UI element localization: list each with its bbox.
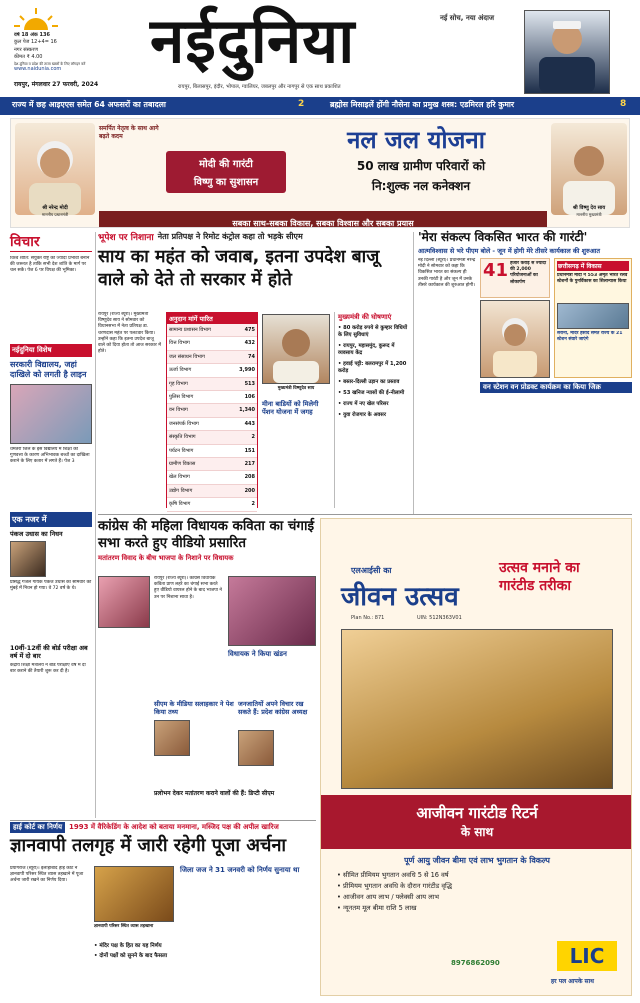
budget-amount: 513 (244, 380, 255, 387)
ad-line-2: नि:शुल्क नल कनेक्शन (371, 179, 471, 193)
high-court-story (10, 822, 316, 998)
announcement-item[interactable]: • रायपुर, महासमुंद, कुरूद में व्यवसाय केंद्र (338, 343, 395, 356)
budget-row (167, 431, 257, 444)
vichar-text[interactable]: विश्व शांति: संयुक्त राष्ट्र को ज्यादा प्रभावी बनाने की जरूरत है ताकि सभी देश शांति के मार्ग पर चल सकें। पेज 6 पर विपक्ष की भूमिका। (10, 256, 90, 274)
ek-nazar-item-2-head[interactable]: 10वीं-12वीं की बोर्ड परीक्षा अब वर्ष में दो बार (10, 644, 88, 660)
top-bar-right-page: 8 (620, 99, 627, 109)
cg-box-item-2[interactable]: सरोना, मंदिर हसौद समेत राज्य के 21 स्टेशन संवारे जाएंगे (557, 331, 623, 343)
budget-row (167, 458, 257, 471)
congress-headline[interactable]: कांग्रेस की महिला विधायक कविता का चंगाई सभा करते हुए वीडियो प्रसारित (98, 519, 315, 551)
lead-subhead: नेता प्रतिपक्ष ने रिमोट कंट्रोल कहा तो भड़के सीएम (157, 232, 303, 241)
budget-amount: 1,340 (239, 407, 255, 414)
budget-amount: 443 (244, 420, 255, 427)
hc-point: • मंदिर पक्ष के हित का यह निर्णय (94, 943, 162, 949)
budget-row (167, 324, 257, 337)
hc-text[interactable]: प्रयागराज (ब्यूरो)। इलाहाबाद हाई कोर्ट ने ज्ञानवापी परिसर स्थित व्यास तहखाने में पूजा अर्चना जारी रखने का निर्णय दिया। (10, 866, 84, 884)
congress-item-1[interactable]: सीएम के मीडिया सलाहकार ने पेश किया तथ्य (154, 700, 234, 716)
right-lead-subhead: आत्मविश्वास से भरे पीएम बोले - जून में होगी मेरे तीसरे कार्यकाल की शुरुआत (418, 247, 601, 255)
top-news-bar (0, 97, 640, 115)
cm-photo-caption: मुख्यमंत्री विष्णुदेव साय (277, 386, 315, 391)
announcements-box (334, 312, 410, 508)
masthead (0, 0, 640, 96)
ad-name-right: श्री विष्णु देव साय (572, 205, 606, 211)
ad-footer: सबका साथ-सबका विकास, सबका विश्वास और सबका प्रयास (232, 219, 414, 228)
lic-point: • न्यूनतम मूल बीमा राशि 5 लाख (337, 904, 417, 912)
right-lead-text[interactable]: नई दिल्ली (ब्यूरो)। प्रधानमंत्री नरेन्द्र मोदी ने सोमवार को कहा कि विकसित भारत का संकल्प ही उनकी गारंटी है और जून में उनके तीसरे कार्यकाल की शुरुआत होगी। (418, 258, 476, 288)
announcement-item[interactable]: • 80 करोड़ रुपये से कुम्हार विधियों के लिए सुविधाएं (338, 325, 408, 338)
announcement-item[interactable]: • बस्तर-दिल्ली उड़ान का प्रस्ताव (338, 379, 400, 385)
budget-row (167, 445, 257, 458)
hc-top-line: 1993 में वैरिकेडिंग के आदेश को बताया मनमाना, मस्जिद पक्ष की अपील खारिज (69, 823, 279, 831)
lic-plan: Plan No.: 871 (351, 615, 385, 621)
nal-jal-yojana-ad[interactable] (10, 118, 630, 228)
lic-logo: LIC (557, 941, 617, 971)
family-photo (341, 629, 613, 789)
lic-whatsapp: 8976862090 (451, 959, 500, 967)
vichar-title: विचार (10, 232, 92, 252)
horizontal-divider (10, 820, 316, 821)
ad-slogan-box (166, 151, 286, 193)
ad-slogan-2: विष्णु का सुशासन (193, 177, 259, 188)
lic-product: जीवन उत्सव (341, 582, 459, 612)
top-bar-left-page: 2 (298, 99, 305, 109)
hc-caption: ज्ञानवापी परिसर स्थित व्यास तहखाना (94, 924, 154, 929)
ad-line-1: 50 लाख ग्रामीण परिवारों को (356, 159, 486, 173)
lead-text[interactable]: रायपुर (राज्य ब्यूरो)। मुख्यमंत्री विष्णुदेव साय ने सोमवार को विधानसभा में नेता प्रतिपक्ष डा. चरणदास महंत पर पलटवार किया। उन्होंने कहा कि इतना उपदेश बाजू वाले को दिया होता तो आज सरकार में होते। (98, 312, 161, 355)
ad-slogan-1: मोदी की गारंटी (199, 159, 253, 170)
budget-dept: ग्रामीण विकास (169, 461, 196, 468)
announcement-item[interactable]: • राज्य में नए खेल परिसर (338, 401, 389, 407)
congress-subhead: मतांतरण विवाद के बीच भाजपा के निशाने पर विधायक (98, 554, 234, 562)
lic-jeevan-utsav-ad[interactable] (320, 518, 632, 996)
congress-side-head[interactable]: विधायक ने किया खंडन (228, 650, 287, 658)
hc-points (94, 940, 174, 960)
lead-kicker: भूपेश पर निशाना (98, 233, 154, 243)
announcement-item[interactable]: • 53 खनिज न्यासों की ई-नीलामी (338, 390, 405, 396)
lead-headline[interactable]: साय का महंत को जवाब, इतना उपदेश बाजू वाले को देते तो सरकार में होते (98, 247, 380, 290)
budget-dept: पर्यटन विभाग (169, 447, 194, 454)
budget-amount: 74 (248, 353, 255, 360)
budget-row (167, 471, 257, 484)
meena-headline[interactable]: मीना बाडियों को मिलेगी पेंशन योजना में जगह (262, 400, 319, 416)
budget-dept: ऊर्जा विभाग (169, 367, 192, 374)
budget-row (167, 391, 257, 404)
column-divider (413, 232, 414, 514)
advisor-photo (154, 720, 190, 756)
ek-nazar-item-2-text[interactable]: केंद्रीय शिक्षा मंत्रालय ने बोर्ड परीक्षाएं वर्ष में दो बार कराने की तैयारी शुरू कर दी है। (10, 663, 86, 675)
congress-story (98, 518, 316, 816)
vishesh-text[interactable]: धमतरी जिले के इस विद्यालय में शिक्षा की गुणवत्ता के कारण अभिभावक बच्चों का दाखिला कराने के लिए कतार में लगते हैं। पेज 3 (10, 447, 90, 465)
congress-text[interactable]: रायपुर (राज्य ब्यूरो)। कांग्रेस विधायक कविता प्राण लहरे का चंगाई सभा करते हुए वीडियो वायरल होने के बाद भाजपा ने उन पर निशाना साधा है। (154, 576, 222, 600)
ad-name-left: श्री नरेन्द्र मोदी (42, 205, 68, 211)
column-divider (95, 232, 96, 818)
ek-nazar-section (10, 512, 92, 818)
hc-kicker: हाई कोर्ट का निर्णय (10, 822, 65, 833)
budget-dept: जनसंपर्क विभाग (169, 420, 199, 427)
website-note: देश-दुनिया व प्रदेश की ताजा खबरों के लिए लॉगइन करें (14, 61, 86, 66)
lic-tag: हर पल आपके साथ (551, 978, 594, 985)
announcements-list (338, 325, 410, 419)
budget-table (166, 312, 258, 508)
cg-box-title: छत्तीसगढ़ में विकास (557, 261, 629, 271)
hc-point: • दोनों पक्षों को सुनने के बाद फैसला (94, 953, 168, 959)
president-photo (238, 730, 274, 766)
lic-right-head: उत्सव मनाने का गारंटीड तरीका (499, 560, 580, 594)
congress-item-2[interactable]: जनजातियों अपने विचार रख सकते हैं: प्रदेश कांग्रेस अध्यक्ष (238, 700, 308, 716)
pankaj-udhas-photo (10, 541, 46, 577)
hc-headline[interactable]: ज्ञानवापी तलगृह में जारी रहेगी पूजा अर्चना (10, 835, 287, 856)
budget-amount: 432 (244, 340, 255, 347)
budget-row (167, 337, 257, 350)
budget-dept: खेल विभाग (169, 474, 190, 481)
edition-type: नगर संस्करण (14, 46, 39, 53)
lic-brand: एलआईसी का (351, 566, 392, 575)
sun-logo-icon (14, 8, 58, 30)
budget-row (167, 351, 257, 364)
hc-side-text (180, 884, 316, 996)
tagline: नई सोच, नया अंदाज (440, 14, 495, 22)
budget-dept: जल संसाधन विभाग (169, 353, 205, 360)
admiral-photo (524, 10, 610, 94)
cg-box-item-1[interactable]: प्रधानमंत्री मोदी ने 553 अमृत भारत रेलवे स्टेशनों के पुनर्विकास का शिलान्यास किया (557, 273, 628, 285)
school-photo (10, 384, 92, 444)
ad-heading: नल जल योजना (347, 126, 485, 154)
ek-nazar-item-1-head[interactable]: पंकज उधास का निधन (10, 530, 63, 538)
horizontal-divider (98, 514, 632, 515)
van-headline[interactable]: वन स्टेशन वन प्रोडक्ट कार्यक्रम का किया जिक्र (480, 382, 632, 393)
top-bar-left-headline[interactable]: राज्य में छह आइएएस समेत 64 अफसरों का तबादला (12, 100, 166, 109)
ek-nazar-title: एक नजर में (10, 512, 92, 527)
lic-banner (321, 795, 632, 849)
budget-amount: 208 (244, 474, 255, 481)
budget-amount: 2 (251, 501, 255, 508)
price: कीमत ₹ 4.00 (14, 54, 43, 61)
lic-points (337, 869, 617, 913)
publishing-cities: रायपुर, बिलासपुर, इंदौर, भोपाल, ग्वालियर, जबलपुर और नागपुर से एक साथ प्रकाशित (178, 84, 341, 90)
pm-photo (480, 300, 550, 378)
budget-amount: 217 (244, 461, 255, 468)
lic-point: • सीमित प्रीमियम भुगतान अवधि 5 से 16 वर्ष (337, 871, 449, 879)
announcement-item[interactable]: • हवाई पट्टी: बलरामपुर में 1,200 करोड़ (338, 361, 407, 374)
budget-row (167, 364, 257, 377)
budget-dept: संस्कृति विभाग (169, 434, 196, 441)
budget-dept: पुलिस विभाग (169, 394, 194, 401)
lic-point: • आजीवन आय लाभ / फ्लेक्सी आय लाभ (337, 893, 440, 901)
ad-quote: समर्पित नेतृत्व के साथ आगे बढ़ते कदम (99, 125, 159, 140)
vichar-section (10, 232, 92, 508)
mla-photo-1 (98, 576, 150, 628)
website-url[interactable]: www.naidunia.com (14, 66, 62, 73)
van-text (480, 396, 632, 508)
ad-title-left: माननीय प्रधानमंत्री (41, 212, 69, 217)
budget-row (167, 485, 257, 498)
cm-photo (262, 314, 330, 384)
right-lead-headline[interactable]: 'मेरा संकल्प विकसित भारत की गारंटी' (418, 230, 588, 244)
budget-dept: कृषि विभाग (169, 501, 191, 508)
highlight-box (480, 258, 550, 298)
right-lead-story (418, 230, 632, 512)
budget-amount: 475 (244, 327, 255, 333)
announcement-item[interactable]: • युवा रोजगार के अवसर (338, 412, 386, 418)
budget-dept: सामान्य प्रशासन विभाग (169, 327, 211, 333)
budget-amount: 3,990 (239, 367, 255, 374)
edition-number: वर्ष 18 अंक 136 (14, 32, 50, 38)
lic-point: • प्रीमियम भुगतान अवधि के दौरान गारंटीड वृद्धि (337, 882, 453, 890)
budget-amount: 151 (244, 447, 255, 454)
top-bar-right-headline[interactable]: ब्रह्मोस मिसाइलें होंगी नौसेना का प्रमुख शस्त्र: एडमिरल हरि कुमार (330, 100, 515, 109)
lic-banner-sub: के साथ (460, 825, 494, 839)
lic-points-title: पूर्ण आयु जीवन बीमा एवं लाभ भुगतान के विकल्प (404, 856, 550, 865)
lic-banner-text: आजीवन गारंटीड रिटर्न (416, 804, 538, 822)
gyanvapi-photo (94, 866, 174, 922)
vishesh-title: नईदुनिया विशेष (10, 344, 92, 357)
highlight-number: 41 (483, 260, 509, 281)
congress-bottom[interactable]: प्रलोभन देकर मतांतरण कराने वालों की हैं: डिप्टी सीएम (154, 790, 275, 797)
highlight-text: हजार करोड़ से ज्यादा की 2,000 परियोजनाओं का लोकार्पण (510, 261, 547, 285)
cg-box (554, 258, 632, 378)
budget-row (167, 378, 257, 391)
announcements-title: मुख्यमंत्री की घोषणाएं (338, 313, 392, 321)
lead-story (98, 230, 410, 512)
budget-amount: 200 (244, 487, 255, 494)
vishesh-headline[interactable]: सरकारी विद्यालय, जहां दाखिले को लगती है लाइन (10, 360, 87, 379)
hc-side-head[interactable]: जिला जज ने 31 जनवरी को निर्णय सुनाया था (180, 866, 300, 874)
mla-photo-2 (228, 576, 316, 646)
lic-uin: UIN: 512N363V01 (417, 615, 462, 621)
newspaper-logo: नईदुनिया (150, 4, 356, 77)
budget-dept: गृह विभाग (169, 380, 188, 387)
budget-amount: 2 (251, 434, 255, 441)
budget-dept: उद्योग विभाग (169, 487, 193, 494)
modi-photo (15, 123, 95, 215)
ad-footer-band (99, 211, 547, 227)
ad-title-right: माननीय मुख्यमंत्री (576, 212, 602, 217)
page-count: कुल पेज 12+4= 16 (14, 39, 57, 46)
budget-title: अनुदान मांगें पारित (167, 313, 257, 324)
date-line: रायपुर, मंगलवार 27 फरवरी, 2024 (14, 81, 99, 88)
budget-row (167, 498, 257, 511)
budget-dept: वन विभाग (169, 407, 188, 414)
budget-dept: वित्त विभाग (169, 340, 190, 347)
budget-amount: 106 (244, 394, 255, 401)
sai-photo (551, 123, 627, 215)
ek-nazar-item-1-text[interactable]: प्रसिद्ध गजल गायक पंकज उधास का सोमवार को मुंबई में निधन हो गया। वे 72 वर्ष के थे। (10, 580, 92, 592)
station-photo (557, 303, 629, 329)
budget-rows (167, 324, 257, 512)
budget-row (167, 418, 257, 431)
budget-row (167, 404, 257, 417)
